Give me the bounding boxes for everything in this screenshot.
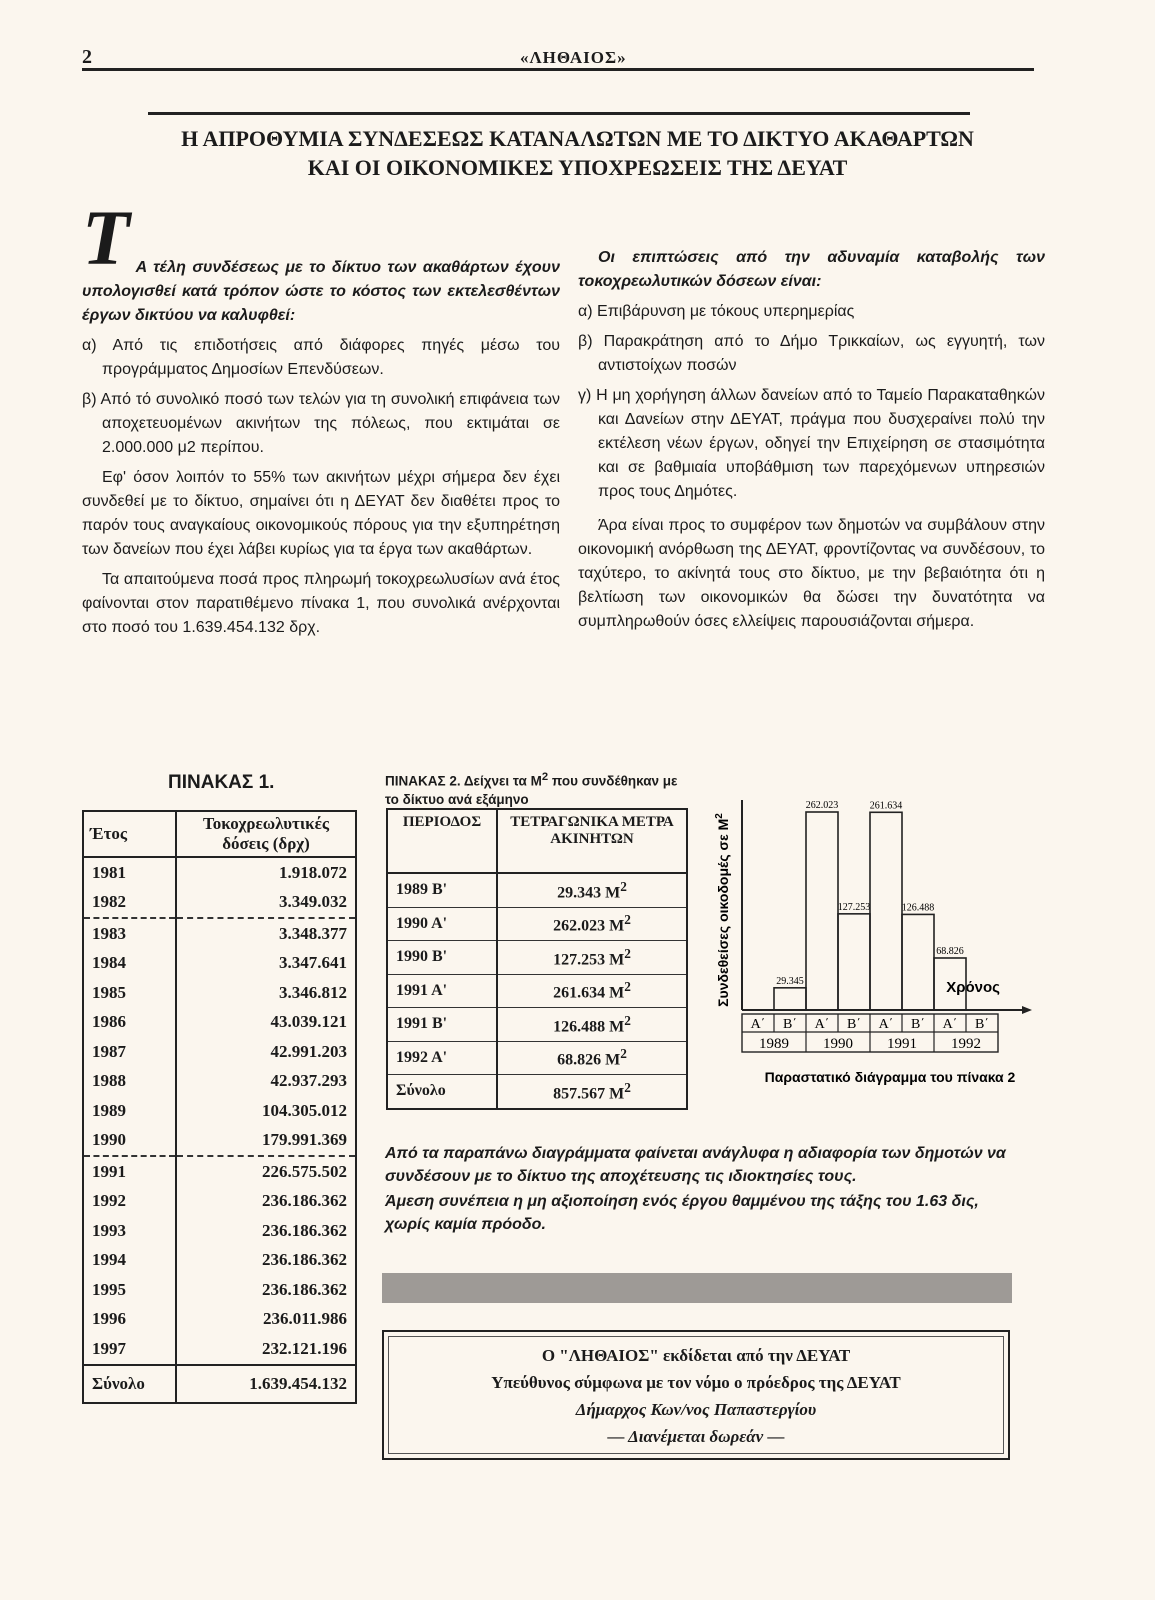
x-axis-arrow bbox=[1022, 1006, 1032, 1014]
table1-year-cell: 1984 bbox=[83, 949, 176, 979]
table2-unit-sup: 2 bbox=[624, 945, 631, 961]
bar-value-label: 127.253 bbox=[837, 901, 871, 913]
conclusion-paragraph-1: Από τα παραπάνω διαγράμματα φαίνεται ανάγλυφα η αδιαφορία των δημοτών να συνδέσουν με το δίκτυο της αποχέτευσης τις ιδιοκτησίες τους. bbox=[385, 1145, 1006, 1185]
table1-total-row bbox=[83, 1365, 356, 1403]
table1-amount-cell: 232.121.196 bbox=[262, 1338, 347, 1358]
article-title-line-2: ΚΑΙ ΟΙ ΟΙΚΟΝΟΜΙΚΕΣ ΥΠΟΧΡΕΩΣΕΙΣ ΤΗΣ ΔΕΥΑΤ bbox=[307, 155, 848, 180]
table1-year-cell: 1989 bbox=[83, 1096, 176, 1126]
table1-row bbox=[83, 1216, 356, 1246]
table2-header-period: ΠΕΡΙΟΔΟΣ bbox=[387, 809, 497, 873]
bar-value-label: 261.634 bbox=[869, 800, 903, 812]
table2-unit-sup: 2 bbox=[624, 912, 631, 928]
table2-period-cell: 1990 Β' bbox=[387, 941, 497, 975]
table1-year-cell: 1994 bbox=[83, 1246, 176, 1276]
bar bbox=[774, 988, 806, 1010]
table1-year-cell: 1983 bbox=[83, 918, 176, 949]
table2-period-cell: Σύνολο bbox=[387, 1075, 497, 1109]
area-bar-chart bbox=[706, 780, 1046, 1110]
table2-area-cell bbox=[497, 1075, 687, 1109]
table2-period-cell: 1991 Α' bbox=[387, 974, 497, 1008]
article-title bbox=[110, 124, 1045, 182]
colophon-line-3: Δήμαρχος Κων/νος Παπαστεργίου bbox=[575, 1400, 817, 1419]
table1-amount-cell: 3.346.812 bbox=[279, 982, 347, 1002]
table1-row bbox=[83, 1008, 356, 1038]
table2-unit: Μ bbox=[605, 1051, 621, 1069]
table1-amount-cell: 104.305.012 bbox=[262, 1100, 347, 1120]
colophon-box bbox=[382, 1330, 1010, 1460]
bar bbox=[806, 812, 838, 1010]
table2-row bbox=[387, 1008, 687, 1042]
table2-header-area-line-2: ΑΚΙΝΗΤΩΝ bbox=[550, 831, 634, 847]
half-year-label: Β΄ bbox=[783, 1017, 797, 1032]
article-title-line-1: Η ΑΠΡΟΘΥΜΙΑ ΣΥΝΔΕΣΕΩΣ ΚΑΤΑΝΑΛΩΤΩΝ ΜΕ ΤΟ ΔΙΚΤΥΟ ΑΚΑΘΑΡΤΩΝ bbox=[181, 126, 974, 151]
table2-area-value: 261.634 bbox=[553, 984, 606, 1002]
table2-area-cell bbox=[497, 974, 687, 1008]
table1-amount-cell: 3.348.377 bbox=[279, 923, 347, 943]
year-label: 1992 bbox=[951, 1036, 981, 1052]
table1-row bbox=[83, 1334, 356, 1365]
table1-header-amount-line-2: δόσεις (δρχ) bbox=[222, 834, 310, 853]
left-lead-text: Α τέλη συνδέσεως με το δίκτυο των ακαθάρτων έχουν υπολογισθεί κατά τρόπον ώστε το κόστος των εκτελεσθέντων έργων δικτύου να καλυφθεί: bbox=[82, 259, 560, 324]
table1-row bbox=[83, 1037, 356, 1067]
half-year-label: Β΄ bbox=[911, 1017, 925, 1032]
year-label: 1991 bbox=[887, 1036, 917, 1052]
table2-unit-sup: 2 bbox=[624, 1079, 631, 1095]
table2-row bbox=[387, 941, 687, 975]
page-number: 2 bbox=[82, 46, 92, 68]
table2-unit: Μ bbox=[609, 950, 625, 968]
conclusion-paragraph-2: Άμεση συνέπεια η μη αξιοποίηση ενός έργου θαμμένου της τάξης του 1.63 δις, χωρίς καμία πρόοδο. bbox=[385, 1193, 979, 1233]
bar-value-label: 126.488 bbox=[901, 902, 935, 914]
table2-area-cell bbox=[497, 907, 687, 941]
right-lead-paragraph: Οι επιπτώσεις από την αδυναμία καταβολής των τοκοχρεωλυτικών δόσεων είναι: bbox=[578, 249, 1045, 290]
table1-row bbox=[83, 1126, 356, 1157]
table1-year-cell: 1987 bbox=[83, 1037, 176, 1067]
table1-amount-cell: 236.186.362 bbox=[262, 1279, 347, 1299]
table1-header-amount-line-1: Τοκοχρεωλυτικές bbox=[202, 814, 330, 833]
table1-year-cell: 1995 bbox=[83, 1275, 176, 1305]
table1-row bbox=[83, 949, 356, 979]
table2-area-value: 262.023 bbox=[553, 917, 606, 935]
table1-year-cell: 1990 bbox=[83, 1126, 176, 1157]
table1-total-label: Σύνολο bbox=[83, 1365, 176, 1403]
table2-unit: Μ bbox=[609, 984, 625, 1002]
left-paragraph-2: Τα απαιτούμενα ποσά προς πληρωμή τοκοχρεωλυσίων ανά έτος φαίνονται στον παρατιθέμενο πίνακα 1, που συνολικά ανέρχονται στο ποσό του 1.639.454.132 δρχ. bbox=[82, 571, 560, 636]
table2-unit-sup: 2 bbox=[624, 979, 631, 995]
table1-amount-cell: 3.349.032 bbox=[176, 888, 356, 919]
table2-caption bbox=[385, 768, 677, 809]
table1-year-cell: 1986 bbox=[83, 1008, 176, 1038]
table1-amount-cell: 236.011.986 bbox=[262, 1309, 347, 1329]
table1-row bbox=[83, 978, 356, 1008]
table1-amount-cell: 236.186.362 bbox=[262, 1250, 347, 1270]
bar-value-label: 262.023 bbox=[805, 800, 839, 811]
table2-unit-sup: 2 bbox=[620, 878, 627, 894]
table2 bbox=[386, 808, 688, 1110]
table2-area-cell bbox=[497, 1008, 687, 1042]
half-year-label: Α΄ bbox=[750, 1017, 766, 1032]
left-column bbox=[82, 194, 560, 646]
table2-unit: Μ bbox=[609, 1084, 625, 1102]
table1-year-cell: 1996 bbox=[83, 1305, 176, 1335]
chart-caption: Παραστατικό διάγραμμα του πίνακα 2 bbox=[764, 1069, 1016, 1085]
table1-amount-cell: 236.186.362 bbox=[262, 1220, 347, 1240]
table1-amount-cell: 226.575.502 bbox=[262, 1161, 347, 1181]
table2-area-value: 126.488 bbox=[553, 1017, 606, 1035]
table2-caption-part-1: ΠΙΝΑΚΑΣ 2. Δείχνει τα Μ bbox=[385, 773, 542, 789]
table1-row bbox=[83, 918, 356, 949]
table2-unit-sup: 2 bbox=[620, 1046, 627, 1062]
bar bbox=[870, 812, 902, 1010]
table1-row bbox=[83, 1067, 356, 1097]
half-year-label: Β΄ bbox=[975, 1017, 989, 1032]
table1-year-cell: 1982 bbox=[83, 888, 176, 919]
half-year-label: Α΄ bbox=[942, 1017, 958, 1032]
table2-caption-sup: 2 bbox=[541, 771, 549, 783]
table2-period-cell: 1992 Α' bbox=[387, 1041, 497, 1075]
title-rule bbox=[148, 112, 970, 115]
newspaper-name: «ΛΗΘΑΙΟΣ» bbox=[520, 48, 627, 67]
table2-area-value: 68.826 bbox=[557, 1051, 602, 1069]
right-paragraph-1: Άρα είναι προς το συμφέρον των δημοτών να συμβάλουν στην οικονομική ανόρθωση της ΔΕΥΑΤ, φροντίζοντας να συνδέσουν, το ταχύτερο, το ακίνητά τους στο δίκτυο, με την βεβαιότητα ότι η βελτίωση των οικονομικών θα δώσει την δυνατότητα να συμπληρωθούν όσες ελλείψεις παρουσιάζονται σήμερα. bbox=[578, 517, 1045, 630]
header-rule bbox=[82, 68, 1034, 71]
right-item-c: γ) Η μη χορήγηση άλλων δανείων από το Ταμείο Παρακαταθηκών και Δανείων στην ΔΕΥΑΤ, πράγμα που δυσχεραίνει πολύ την εκτέλεση νέων έργων, οδηγεί την Επιχείρηση σε στασιμότητα και σε βαθμιαία υποβάθμιση των παρεχόμενων υπηρεσιών προς τους Δημότες. bbox=[578, 387, 1045, 500]
table1-amount-cell: 43.039.121 bbox=[270, 1012, 347, 1032]
table2-header-area bbox=[497, 809, 687, 873]
table1-year-cell: 1991 bbox=[83, 1156, 176, 1187]
colophon-line-4: — Διανέμεται δωρεάν — bbox=[607, 1427, 785, 1446]
table2-caption-part-2: που συνδέθηκαν με bbox=[548, 773, 678, 789]
table1-year-cell: 1988 bbox=[83, 1067, 176, 1097]
table1-row bbox=[83, 1305, 356, 1335]
table2-header-area-line-1: ΤΕΤΡΑΓΩΝΙΚΑ ΜΕΤΡΑ bbox=[510, 814, 674, 830]
table2-row bbox=[387, 1041, 687, 1075]
table1-year-cell: 1993 bbox=[83, 1216, 176, 1246]
table1 bbox=[82, 810, 357, 1404]
table1-amount-cell: 179.991.369 bbox=[176, 1126, 356, 1157]
table2-caption-part-3: το δίκτυο ανά εξάμηνο bbox=[385, 791, 529, 807]
table1-year-cell: 1997 bbox=[83, 1334, 176, 1365]
colophon-line-2: Υπεύθυνος σύμφωνα με τον νόμο ο πρόεδρος της ΔΕΥΑΤ bbox=[491, 1373, 901, 1392]
table1-amount-cell: 236.186.362 bbox=[262, 1191, 347, 1211]
half-year-label: Α΄ bbox=[878, 1017, 894, 1032]
table2-area-cell bbox=[497, 941, 687, 975]
table2-area-cell bbox=[497, 873, 687, 907]
table2-area-value: 127.253 bbox=[553, 950, 606, 968]
table1-year-cell: 1992 bbox=[83, 1187, 176, 1217]
y-axis-label: Συνδεθείσες οικοδομές σε $M^2$ bbox=[714, 813, 731, 1007]
table1-row bbox=[83, 857, 356, 888]
conclusion bbox=[385, 1142, 1025, 1238]
table1-amount-cell: 42.937.293 bbox=[270, 1071, 347, 1091]
x-axis-label: Χρόνος bbox=[946, 979, 1000, 996]
table1-row bbox=[83, 1275, 356, 1305]
table1-year-cell: 1981 bbox=[83, 857, 176, 888]
table2-row bbox=[387, 873, 687, 907]
table1-amount-cell: 42.991.203 bbox=[270, 1041, 347, 1061]
table2-period-cell: 1990 Α' bbox=[387, 907, 497, 941]
table2-area-value: 857.567 bbox=[553, 1084, 606, 1102]
table2-unit: Μ bbox=[605, 883, 621, 901]
left-item-a: α) Από τις επιδοτήσεις από διάφορες πηγές μέσω του προγράμματος Δημοσίων Επενδύσεων. bbox=[82, 337, 560, 378]
bar bbox=[838, 914, 870, 1010]
bar-value-label: 29.345 bbox=[776, 975, 804, 987]
table1-row bbox=[83, 1187, 356, 1217]
right-item-b: β) Παρακράτηση από το Δήμο Τρικκαίων, ως εγγυητή, των αντιστοίχων ποσών bbox=[578, 333, 1045, 374]
table2-row bbox=[387, 974, 687, 1008]
table1-total-value: 1.639.454.132 bbox=[176, 1365, 356, 1403]
table1-header-year: Έτος bbox=[83, 811, 176, 857]
drop-cap: T bbox=[82, 194, 130, 281]
bar-value-label: 68.826 bbox=[936, 945, 964, 957]
right-column bbox=[578, 246, 1045, 640]
table1-amount-cell: 3.347.641 bbox=[279, 953, 347, 973]
table1-title: ΠΙΝΑΚΑΣ 1. bbox=[168, 772, 275, 793]
table1-amount-cell: 1.918.072 bbox=[279, 862, 347, 882]
table1-row bbox=[83, 1156, 356, 1187]
table2-unit: Μ bbox=[609, 917, 625, 935]
table2-total-row bbox=[387, 1075, 687, 1109]
left-item-b: β) Από τό συνολικό ποσό των τελών για τη συνολική επιφάνεια των αποχετευομένων ακινήτων της πόλεως, που εκτιμάται σε 2.000.000 μ2 περίπου. bbox=[82, 391, 560, 456]
year-label: 1990 bbox=[823, 1036, 853, 1052]
colophon-line-1: Ο "ΛΗΘΑΙΟΣ" εκδίδεται από την ΔΕΥΑΤ bbox=[541, 1346, 851, 1365]
table2-row bbox=[387, 907, 687, 941]
table2-unit: Μ bbox=[609, 1017, 625, 1035]
year-label: 1989 bbox=[759, 1036, 789, 1052]
table1-row bbox=[83, 1246, 356, 1276]
table1-row bbox=[83, 888, 356, 919]
table2-area-cell bbox=[497, 1041, 687, 1075]
left-paragraph-1: Εφ' όσον λοιπόν το 55% των ακινήτων μέχρι σήμερα δεν έχει συνδεθεί με το δίκτυο, σημαίνει ότι η ΔΕΥΑΤ δεν διαθέτει προς το παρόν τους αναγκαίους οικονομικούς πόρους για την εξυπηρέτηση των δανείων που έχει λάβει κυρίως για τα έργα των ακαθάρτων. bbox=[82, 469, 560, 558]
table1-year-cell: 1985 bbox=[83, 978, 176, 1008]
grey-banner bbox=[382, 1273, 1012, 1303]
half-year-label: Α΄ bbox=[814, 1017, 830, 1032]
right-item-a: α) Επιβάρυνση με τόκους υπερημερίας bbox=[578, 303, 855, 320]
half-year-label: Β΄ bbox=[847, 1017, 861, 1032]
table2-period-cell: 1989 Β' bbox=[387, 873, 497, 907]
bar bbox=[902, 914, 934, 1010]
table1-header-amount bbox=[176, 811, 356, 857]
table2-period-cell: 1991 Β' bbox=[387, 1008, 497, 1042]
table2-area-value: 29.343 bbox=[557, 883, 602, 901]
left-lead-paragraph bbox=[82, 194, 560, 328]
table1-row bbox=[83, 1096, 356, 1126]
table2-unit-sup: 2 bbox=[624, 1012, 631, 1028]
